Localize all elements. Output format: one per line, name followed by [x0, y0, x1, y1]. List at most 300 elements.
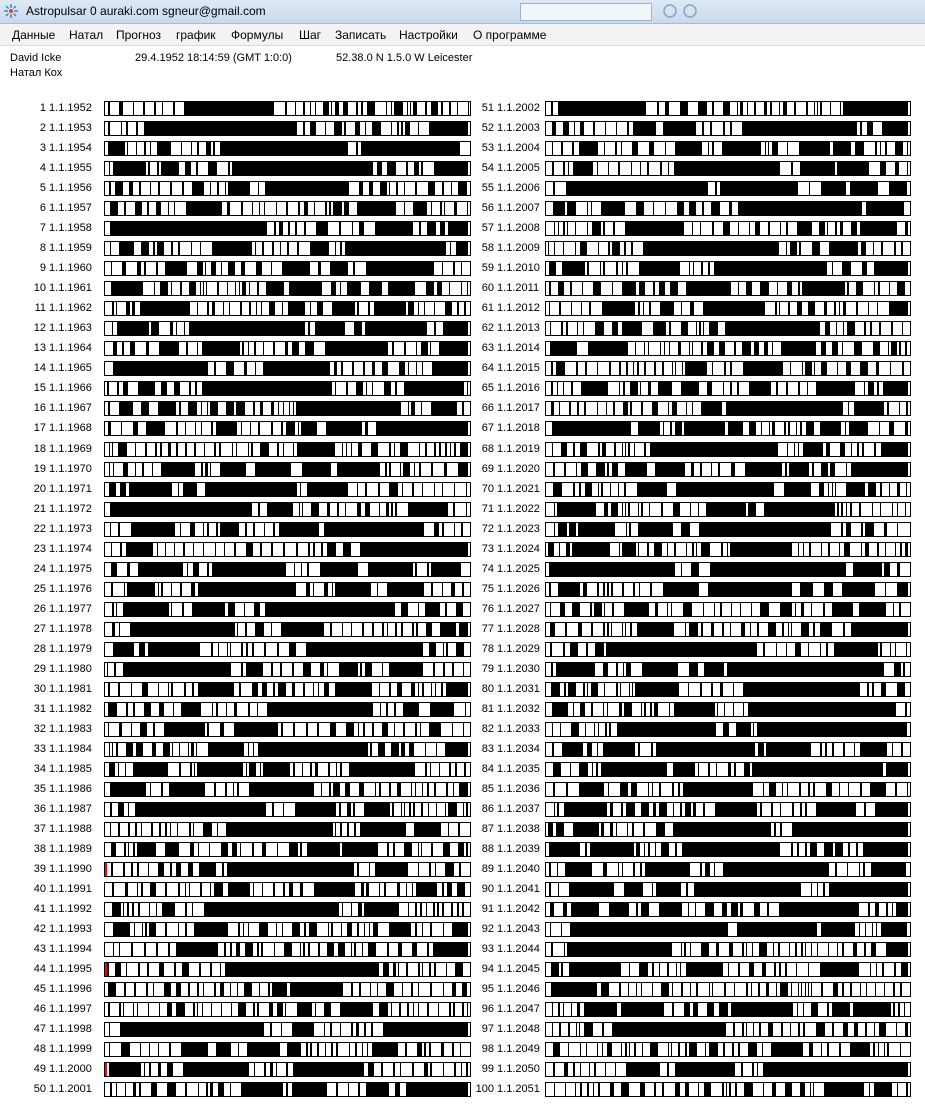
year-timeline-bar[interactable]: [104, 401, 471, 416]
timeline-segment: [189, 883, 190, 896]
row-number: 49: [33, 1063, 46, 1075]
timeline-segment: [850, 182, 878, 195]
timeline-segment: [577, 322, 578, 335]
timeline-segment: [581, 382, 608, 395]
timeline-segment: [197, 262, 203, 275]
year-timeline-bar[interactable]: [104, 341, 471, 356]
year-timeline-bar[interactable]: [104, 822, 471, 837]
row-label: [22, 682, 92, 698]
timeline-segment: [328, 763, 330, 776]
timeline-segment: [648, 342, 649, 355]
row-date: 1.1.2017: [494, 402, 540, 414]
timeline-segment: [843, 1023, 848, 1036]
timeline-segment: [455, 763, 457, 776]
menu-item-4[interactable]: график: [176, 28, 216, 42]
year-timeline-bar[interactable]: [104, 622, 471, 637]
timeline-segment: [220, 983, 224, 996]
timeline-segment: [427, 222, 436, 235]
timeline-segment: [765, 142, 766, 155]
timeline-segment: [141, 402, 149, 415]
timeline-segment: [412, 943, 417, 956]
year-timeline-bar[interactable]: [104, 742, 471, 757]
timeline-segment: [404, 202, 405, 215]
year-timeline-bar[interactable]: [104, 942, 471, 957]
timeline-segment: [252, 202, 253, 215]
year-timeline-bar[interactable]: [545, 281, 911, 296]
timeline-segment: [382, 623, 384, 636]
year-timeline-bar[interactable]: [545, 902, 911, 917]
timeline-segment: [692, 543, 694, 556]
row-number: 2: [39, 122, 46, 134]
timeline-segment: [881, 683, 886, 696]
row-number: 53: [481, 142, 494, 154]
timeline-segment: [683, 783, 753, 796]
year-timeline-bar[interactable]: [545, 802, 911, 817]
timeline-segment: [755, 222, 760, 235]
timeline-segment: [241, 422, 242, 435]
timeline-segment: [763, 1063, 908, 1076]
year-timeline-bar[interactable]: [545, 922, 911, 937]
timeline-segment: [230, 643, 231, 656]
year-timeline-bar[interactable]: [104, 261, 471, 276]
year-timeline-bar[interactable]: [104, 1022, 471, 1037]
timeline-segment: [249, 282, 250, 295]
year-timeline-bar[interactable]: [545, 822, 911, 837]
year-timeline-bar[interactable]: [545, 982, 911, 997]
year-timeline-bar[interactable]: [545, 482, 911, 497]
timeline-segment: [872, 923, 873, 936]
year-timeline-bar[interactable]: [104, 602, 471, 617]
row-date: 1.1.1979: [46, 643, 92, 655]
year-timeline-bar[interactable]: [545, 962, 911, 977]
row-number: 80: [481, 683, 494, 695]
year-timeline-bar[interactable]: [545, 181, 911, 196]
timeline-segment: [359, 222, 364, 235]
year-timeline-bar[interactable]: [545, 582, 911, 597]
year-timeline-bar[interactable]: [545, 602, 911, 617]
menu-item-1[interactable]: Данные: [12, 28, 56, 42]
timeline-segment: [868, 903, 870, 916]
row-date: 1.1.2030: [494, 663, 540, 675]
row-label: [466, 161, 540, 177]
timeline-segment: [353, 262, 355, 275]
year-timeline-bar[interactable]: [545, 702, 911, 717]
year-timeline-bar[interactable]: [545, 842, 911, 857]
year-timeline-bar[interactable]: [104, 301, 471, 316]
timeline-segment: [238, 1043, 239, 1056]
row-date: 1.1.1982: [46, 703, 92, 715]
year-timeline-bar[interactable]: [104, 121, 471, 136]
year-timeline-bar[interactable]: [104, 722, 471, 737]
timeline-segment: [581, 463, 588, 476]
timeline-segment: [876, 963, 877, 976]
timeline-segment: [628, 983, 629, 996]
year-timeline-bar[interactable]: [545, 682, 911, 697]
timeline-segment: [882, 963, 884, 976]
year-timeline-bar[interactable]: [104, 962, 471, 977]
timeline-segment: [860, 122, 862, 135]
year-timeline-bar[interactable]: [545, 782, 911, 797]
year-timeline-bar[interactable]: [104, 882, 471, 897]
year-timeline-bar[interactable]: [104, 361, 471, 376]
menu-item-6[interactable]: Шаг: [299, 28, 322, 42]
timeline-segment: [445, 603, 447, 616]
year-timeline-bar[interactable]: [545, 462, 911, 477]
year-timeline-bar[interactable]: [545, 642, 911, 657]
timeline-segment: [867, 122, 873, 135]
timeline-segment: [581, 302, 582, 315]
timeline-segment: [803, 543, 804, 556]
timeline-segment: [262, 683, 267, 696]
year-timeline-bar[interactable]: [545, 341, 911, 356]
timeline-segment: [257, 943, 259, 956]
menu-item-5[interactable]: Формулы: [231, 28, 284, 42]
timeline-segment: [331, 282, 336, 295]
timeline-segment: [801, 603, 804, 616]
timeline-segment: [379, 883, 380, 896]
year-timeline-bar[interactable]: [545, 542, 911, 557]
year-timeline-bar[interactable]: [104, 1082, 471, 1097]
timeline-segment: [613, 222, 615, 235]
timeline-segment: [592, 763, 593, 776]
year-timeline-bar[interactable]: [104, 221, 471, 236]
timeline-segment: [434, 523, 439, 536]
timeline-segment: [404, 803, 405, 816]
timeline-segment: [552, 443, 553, 456]
timeline-segment: [210, 463, 211, 476]
timeline-segment: [411, 402, 415, 415]
year-timeline-bar[interactable]: [545, 241, 911, 256]
row-label: [22, 962, 92, 978]
timeline-segment: [649, 503, 650, 516]
timeline-segment: [360, 663, 362, 676]
year-timeline-bar[interactable]: [104, 862, 471, 877]
timeline-segment: [843, 322, 844, 335]
timeline-segment: [214, 443, 216, 456]
row-date: 1.1.1976: [46, 583, 92, 595]
menu-item-2[interactable]: Натал: [69, 28, 104, 42]
year-timeline-bar[interactable]: [545, 522, 911, 537]
timeline-segment: [435, 863, 436, 876]
timeline-segment: [840, 102, 841, 115]
timeline-segment: [389, 663, 423, 676]
timeline-segment: [829, 242, 858, 255]
timeline-segment: [223, 302, 224, 315]
timeline-segment: [340, 763, 342, 776]
year-timeline-bar[interactable]: [545, 421, 911, 436]
timeline-segment: [643, 242, 779, 255]
timeline-segment: [126, 703, 128, 716]
timeline-segment: [602, 1043, 603, 1056]
year-timeline-bar[interactable]: [545, 221, 911, 236]
row-date: 1.1.1953: [46, 122, 92, 134]
timeline-segment: [187, 563, 188, 576]
year-timeline-bar[interactable]: [545, 201, 911, 216]
timeline-segment: [625, 222, 684, 235]
year-timeline-bar[interactable]: [545, 401, 911, 416]
timeline-segment: [221, 1003, 222, 1016]
timeline-segment: [149, 1043, 150, 1056]
year-timeline-bar[interactable]: [104, 842, 471, 857]
year-timeline-bar[interactable]: [545, 722, 911, 737]
timeline-segment: [559, 402, 560, 415]
timeline-segment: [851, 623, 908, 636]
year-timeline-bar[interactable]: [104, 241, 471, 256]
timeline-segment: [612, 282, 613, 295]
timeline-segment: [693, 262, 694, 275]
timeline-segment: [561, 963, 563, 976]
row-date: 1.1.1999: [46, 1043, 92, 1055]
year-timeline-bar[interactable]: [545, 261, 911, 276]
timeline-segment: [346, 382, 348, 395]
timeline-segment: [463, 723, 464, 736]
timeline-segment: [181, 1043, 208, 1056]
year-timeline-bar[interactable]: [545, 562, 911, 577]
timeline-segment: [837, 362, 838, 375]
year-timeline-bar[interactable]: [545, 662, 911, 677]
timeline-segment: [182, 182, 184, 195]
timeline-segment: [712, 222, 714, 235]
year-timeline-bar[interactable]: [545, 1022, 911, 1037]
timeline-segment: [133, 422, 138, 435]
year-timeline-bar[interactable]: [104, 161, 471, 176]
timeline-segment: [672, 362, 673, 375]
row-date: 1.1.1959: [46, 242, 92, 254]
timeline-segment: [368, 1063, 374, 1076]
timeline-segment: [597, 362, 598, 375]
timeline-segment: [825, 743, 827, 756]
timeline-segment: [622, 583, 624, 596]
year-timeline-bar[interactable]: [104, 662, 471, 677]
year-timeline-bar[interactable]: [545, 622, 911, 637]
year-timeline-bar[interactable]: [545, 862, 911, 877]
year-timeline-bar[interactable]: [104, 922, 471, 937]
menu-item-9[interactable]: О программе: [473, 28, 547, 42]
year-timeline-bar[interactable]: [104, 762, 471, 777]
timeline-segment: [638, 503, 639, 516]
timeline-segment: [259, 983, 260, 996]
timeline-segment: [123, 1003, 124, 1016]
timeline-segment: [310, 122, 316, 135]
timeline-segment: [207, 523, 209, 536]
year-timeline-bar[interactable]: [104, 1062, 471, 1077]
timeline-segment: [742, 943, 744, 956]
year-timeline-bar[interactable]: [545, 161, 911, 176]
timeline-segment: [190, 523, 195, 536]
timeline-segment: [880, 503, 881, 516]
menu-item-3[interactable]: Прогноз: [116, 28, 162, 42]
timeline-segment: [709, 983, 710, 996]
timeline-segment: [563, 643, 565, 656]
timeline-segment: [140, 1043, 141, 1056]
timeline-segment: [410, 102, 411, 115]
timeline-segment: [798, 983, 799, 996]
year-timeline-bar[interactable]: [104, 1042, 471, 1057]
year-timeline-bar[interactable]: [104, 141, 471, 156]
timeline-segment: [583, 683, 585, 696]
year-timeline-bar[interactable]: [104, 321, 471, 336]
year-timeline-bar[interactable]: [545, 742, 911, 757]
year-timeline-bar[interactable]: [104, 682, 471, 697]
year-timeline-bar[interactable]: [545, 101, 911, 116]
row-date: 1.1.2000: [46, 1063, 92, 1075]
row-label: [466, 301, 540, 317]
timeline-segment: [133, 703, 135, 716]
year-timeline-bar[interactable]: [104, 982, 471, 997]
row-date: 1.1.2043: [494, 923, 540, 935]
year-timeline-bar[interactable]: [545, 882, 911, 897]
year-timeline-bar[interactable]: [104, 802, 471, 817]
timeline-segment: [889, 483, 890, 496]
year-timeline-bar[interactable]: [104, 902, 471, 917]
timeline-segment: [424, 302, 425, 315]
timeline-segment: [607, 1043, 612, 1056]
timeline-segment: [549, 863, 551, 876]
year-timeline-bar[interactable]: [104, 582, 471, 597]
timeline-segment: [624, 242, 626, 255]
timeline-segment: [746, 1023, 747, 1036]
year-timeline-bar[interactable]: [104, 642, 471, 657]
year-timeline-bar[interactable]: [104, 462, 471, 477]
menu-item-8[interactable]: Настройки: [399, 28, 458, 42]
timeline-segment: [112, 302, 114, 315]
timeline-segment: [273, 683, 275, 696]
timeline-segment: [563, 382, 564, 395]
year-timeline-bar[interactable]: [104, 1002, 471, 1017]
timeline-segment: [285, 342, 288, 355]
row-date: 1.1.1995: [46, 963, 92, 975]
timeline-segment: [719, 1003, 728, 1016]
year-timeline-bar[interactable]: [104, 502, 471, 517]
timeline-segment: [228, 262, 235, 275]
year-timeline-bar[interactable]: [545, 381, 911, 396]
timeline-segment: [714, 262, 827, 275]
timeline-segment: [661, 983, 669, 996]
timeline-segment: [761, 422, 762, 435]
timeline-segment: [622, 322, 642, 335]
year-timeline-bar[interactable]: [545, 502, 911, 517]
timeline-segment: [905, 543, 908, 556]
timeline-segment: [157, 162, 159, 175]
year-timeline-bar[interactable]: [104, 782, 471, 797]
timeline-segment: [119, 623, 120, 636]
year-timeline-bar[interactable]: [104, 562, 471, 577]
timeline-segment: [846, 503, 847, 516]
timeline-segment: [561, 322, 563, 335]
timeline-segment: [158, 683, 159, 696]
timeline-segment: [411, 983, 413, 996]
year-timeline-bar[interactable]: [104, 522, 471, 537]
row-number: 35: [33, 783, 46, 795]
timeline-segment: [327, 943, 334, 956]
menu-item-7[interactable]: Записать: [335, 28, 387, 42]
timeline-segment: [759, 1023, 761, 1036]
timeline-segment: [566, 783, 568, 796]
year-timeline-bar[interactable]: [104, 201, 471, 216]
year-timeline-bar[interactable]: [104, 442, 471, 457]
timeline-segment: [216, 1043, 231, 1056]
year-timeline-bar[interactable]: [104, 702, 471, 717]
row-date: 1.1.2036: [494, 783, 540, 795]
timeline-segment: [811, 983, 812, 996]
timeline-segment: [194, 923, 228, 936]
timeline-segment: [164, 983, 171, 996]
year-timeline-bar[interactable]: [545, 141, 911, 156]
timeline-segment: [864, 382, 865, 395]
year-timeline-bar[interactable]: [545, 762, 911, 777]
timeline-segment: [723, 723, 729, 736]
timeline-segment: [664, 342, 665, 355]
year-timeline-bar[interactable]: [104, 482, 471, 497]
row-label: [466, 1042, 540, 1058]
timeline-segment: [335, 823, 336, 836]
timeline-segment: [859, 923, 860, 936]
year-timeline-bar[interactable]: [104, 281, 471, 296]
timeline-segment: [306, 1043, 308, 1056]
year-timeline-bar[interactable]: [545, 442, 911, 457]
timeline-segment: [233, 783, 234, 796]
timeline-segment: [384, 883, 386, 896]
timeline-segment: [430, 703, 454, 716]
timeline-segment: [445, 743, 468, 756]
year-timeline-bar[interactable]: [104, 381, 471, 396]
year-timeline-bar[interactable]: [104, 421, 471, 436]
year-timeline-bar[interactable]: [545, 121, 911, 136]
year-timeline-bar[interactable]: [545, 1002, 911, 1017]
timeline-segment: [846, 523, 851, 536]
row-label: [466, 522, 540, 538]
timeline-segment: [689, 1043, 697, 1056]
timeline-segment: [416, 883, 437, 896]
year-timeline-bar[interactable]: [545, 361, 911, 376]
timeline-segment: [310, 763, 312, 776]
timeline-segment: [561, 923, 562, 936]
year-timeline-bar[interactable]: [104, 181, 471, 196]
timeline-segment: [549, 563, 675, 576]
year-timeline-bar[interactable]: [545, 301, 911, 316]
timeline-segment: [438, 1003, 439, 1016]
year-timeline-bar[interactable]: [104, 542, 471, 557]
timeline-segment: [286, 1083, 288, 1096]
year-timeline-bar[interactable]: [545, 1042, 911, 1057]
timeline-segment: [559, 302, 561, 315]
row-label: [466, 482, 540, 498]
year-timeline-bar[interactable]: [545, 942, 911, 957]
year-timeline-bar[interactable]: [545, 1082, 911, 1097]
timeline-segment: [575, 1083, 576, 1096]
timeline-segment: [848, 843, 850, 856]
timeline-segment: [886, 943, 908, 956]
row-date: 1.1.2001: [46, 1083, 92, 1095]
timeline-segment: [549, 583, 551, 596]
timeline-segment: [854, 1023, 858, 1036]
timeline-segment: [211, 262, 216, 275]
row-date: 1.1.2051: [494, 1083, 540, 1095]
timeline-segment: [874, 282, 875, 295]
timeline-segment: [864, 322, 866, 335]
timeline-segment: [774, 823, 776, 836]
timeline-segment: [398, 943, 402, 956]
timeline-segment: [884, 523, 887, 536]
timeline-segment: [734, 983, 735, 996]
timeline-segment: [171, 583, 172, 596]
timeline-segment: [879, 422, 880, 435]
year-timeline-bar[interactable]: [545, 321, 911, 336]
year-timeline-bar[interactable]: [545, 1062, 911, 1077]
timeline-segment: [158, 182, 160, 195]
year-timeline-bar[interactable]: [104, 101, 471, 116]
timeline-segment: [348, 1083, 349, 1096]
